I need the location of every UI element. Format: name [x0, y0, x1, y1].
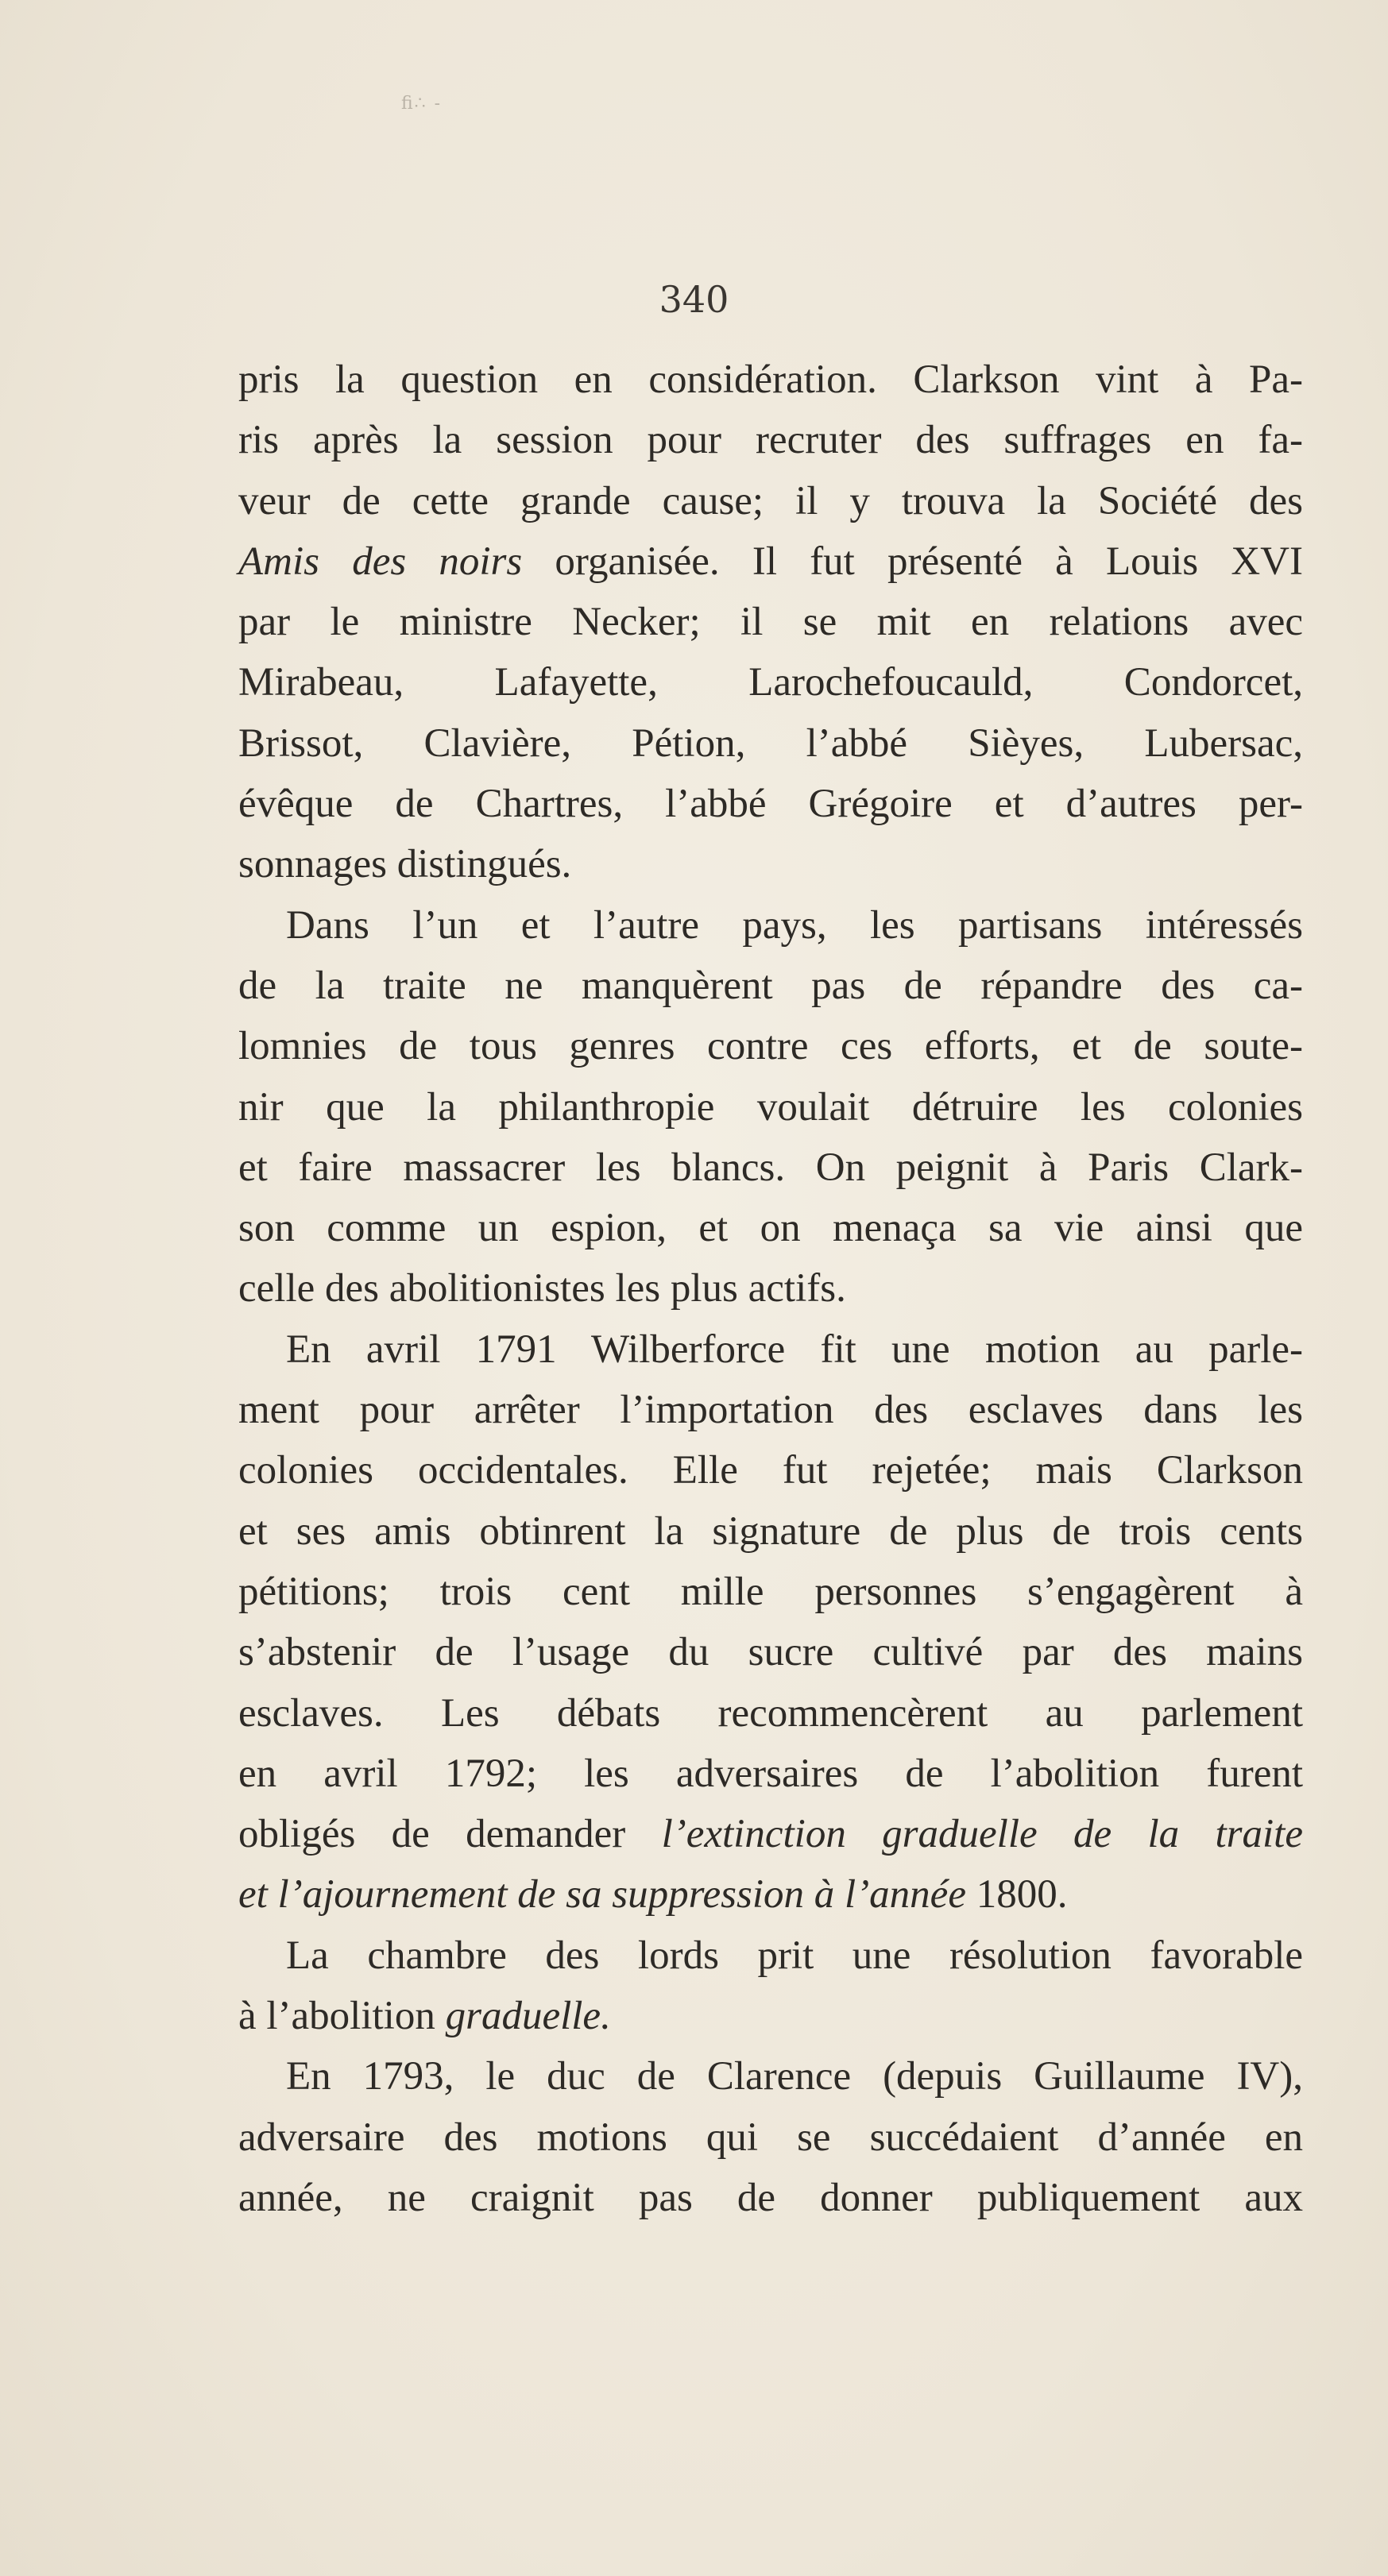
text-line [238, 1622, 1303, 1682]
text-run: sonnages distingués. [238, 842, 572, 887]
text-line [238, 592, 1303, 652]
text-run: colonies occidentales. Elle fut rejetée; mais Clarkson [238, 1448, 1303, 1493]
text-line [238, 1501, 1303, 1562]
text-line [238, 410, 1303, 470]
italic-text-run: Amis des noirs [238, 539, 523, 584]
text-line [238, 1804, 1303, 1864]
text-line [238, 1258, 1303, 1319]
text-run: veur de cette grande cause; il y trouva la Société des [238, 478, 1303, 523]
text-line [238, 1986, 1303, 2046]
text-run: celle des abolitionistes les plus actifs. [238, 1266, 846, 1311]
text-run: nir que la philanthropie voulait détruire les colonies [238, 1084, 1303, 1130]
text-line [238, 652, 1303, 713]
text-line [238, 1440, 1303, 1500]
text-line [238, 2168, 1303, 2228]
text-line [238, 2046, 1303, 2107]
text-run: et ses amis obtinrent la signature de plus de trois cents [238, 1508, 1303, 1554]
text-line [238, 713, 1303, 774]
text-run: Brissot, Clavière, Pétion, l’abbé Sièyes, Lubersac, [238, 720, 1303, 766]
text-run: 1800. [965, 1872, 1068, 1918]
text-line [238, 471, 1303, 531]
text-run: adversaire des motions qui se succédaient d’année en [238, 2114, 1303, 2160]
text-line [238, 531, 1303, 592]
text-line [238, 1077, 1303, 1137]
text-run: son comme un espion, et on menaça sa vie ainsi que [238, 1206, 1303, 1251]
text-run: s’abstenir de l’usage du sucre cultivé par des mains [238, 1630, 1303, 1675]
text-line [238, 1864, 1303, 1925]
text-run: ment pour arrêter l’importation des esclaves dans les [238, 1388, 1303, 1433]
italic-text-run: l’extinction graduelle de la traite [661, 1812, 1303, 1857]
page-number: 340 [659, 278, 729, 321]
text-line [238, 1319, 1303, 1380]
text-run: évêque de Chartres, l’abbé Grégoire et d’autres per- [238, 782, 1303, 827]
text-run: ris après la session pour recruter des suffrages en fa- [238, 418, 1303, 463]
text-line [238, 774, 1303, 834]
text-run: Mirabeau, Lafayette, Larochefoucauld, Condorcet, [238, 660, 1303, 705]
body-text [238, 350, 1303, 2228]
text-run: obligés de demander [238, 1812, 662, 1857]
text-line [238, 1137, 1303, 1198]
text-line [238, 895, 1303, 956]
text-run: année, ne craignit pas de donner publiquement aux [238, 2175, 1303, 2220]
text-line [238, 1562, 1303, 1622]
text-line [238, 2107, 1303, 2168]
text-run: La chambre des lords prit une résolution favorable [286, 1933, 1303, 1978]
italic-text-run: et l’ajournement de sa suppression à l’année [238, 1872, 966, 1918]
text-run: En avril 1791 Wilberforce fit une motion au parle- [286, 1327, 1303, 1372]
text-run: de la traite ne manquèrent pas de répandre des ca- [238, 963, 1303, 1008]
text-line [238, 1016, 1303, 1076]
text-run: pris la question en considération. Clarkson vint à Pa- [238, 357, 1303, 402]
text-line [238, 956, 1303, 1016]
text-line [238, 1925, 1303, 1986]
text-run: en avril 1792; les adversaires de l’abolition furent [238, 1751, 1303, 1796]
text-run: pétitions; trois cent mille personnes s’engagèrent à [238, 1569, 1303, 1614]
text-line [238, 1683, 1303, 1744]
text-run: Dans l’un et l’autre pays, les partisans intéressés [286, 902, 1303, 948]
text-run: organisée. Il fut présenté à Louis XVI [522, 539, 1303, 584]
text-line [238, 834, 1303, 894]
text-line [238, 1380, 1303, 1440]
text-run: à l’abolition [238, 1994, 446, 2039]
page-smudge: ﬁ∴ - [401, 94, 443, 114]
text-run: En 1793, le duc de Clarence (depuis Guillaume IV), [286, 2054, 1303, 2099]
text-line [238, 1744, 1303, 1804]
italic-text-run: graduelle. [445, 1994, 611, 2039]
text-run: et faire massacrer les blancs. On peignit à Paris Clark- [238, 1145, 1303, 1190]
text-run: esclaves. Les débats recommencèrent au parlement [238, 1690, 1303, 1736]
text-run: lomnies de tous genres contre ces efforts, et de soute- [238, 1024, 1303, 1069]
text-run: par le ministre Necker; il se mit en relations avec [238, 600, 1303, 645]
text-line [238, 1198, 1303, 1258]
text-line [238, 350, 1303, 410]
